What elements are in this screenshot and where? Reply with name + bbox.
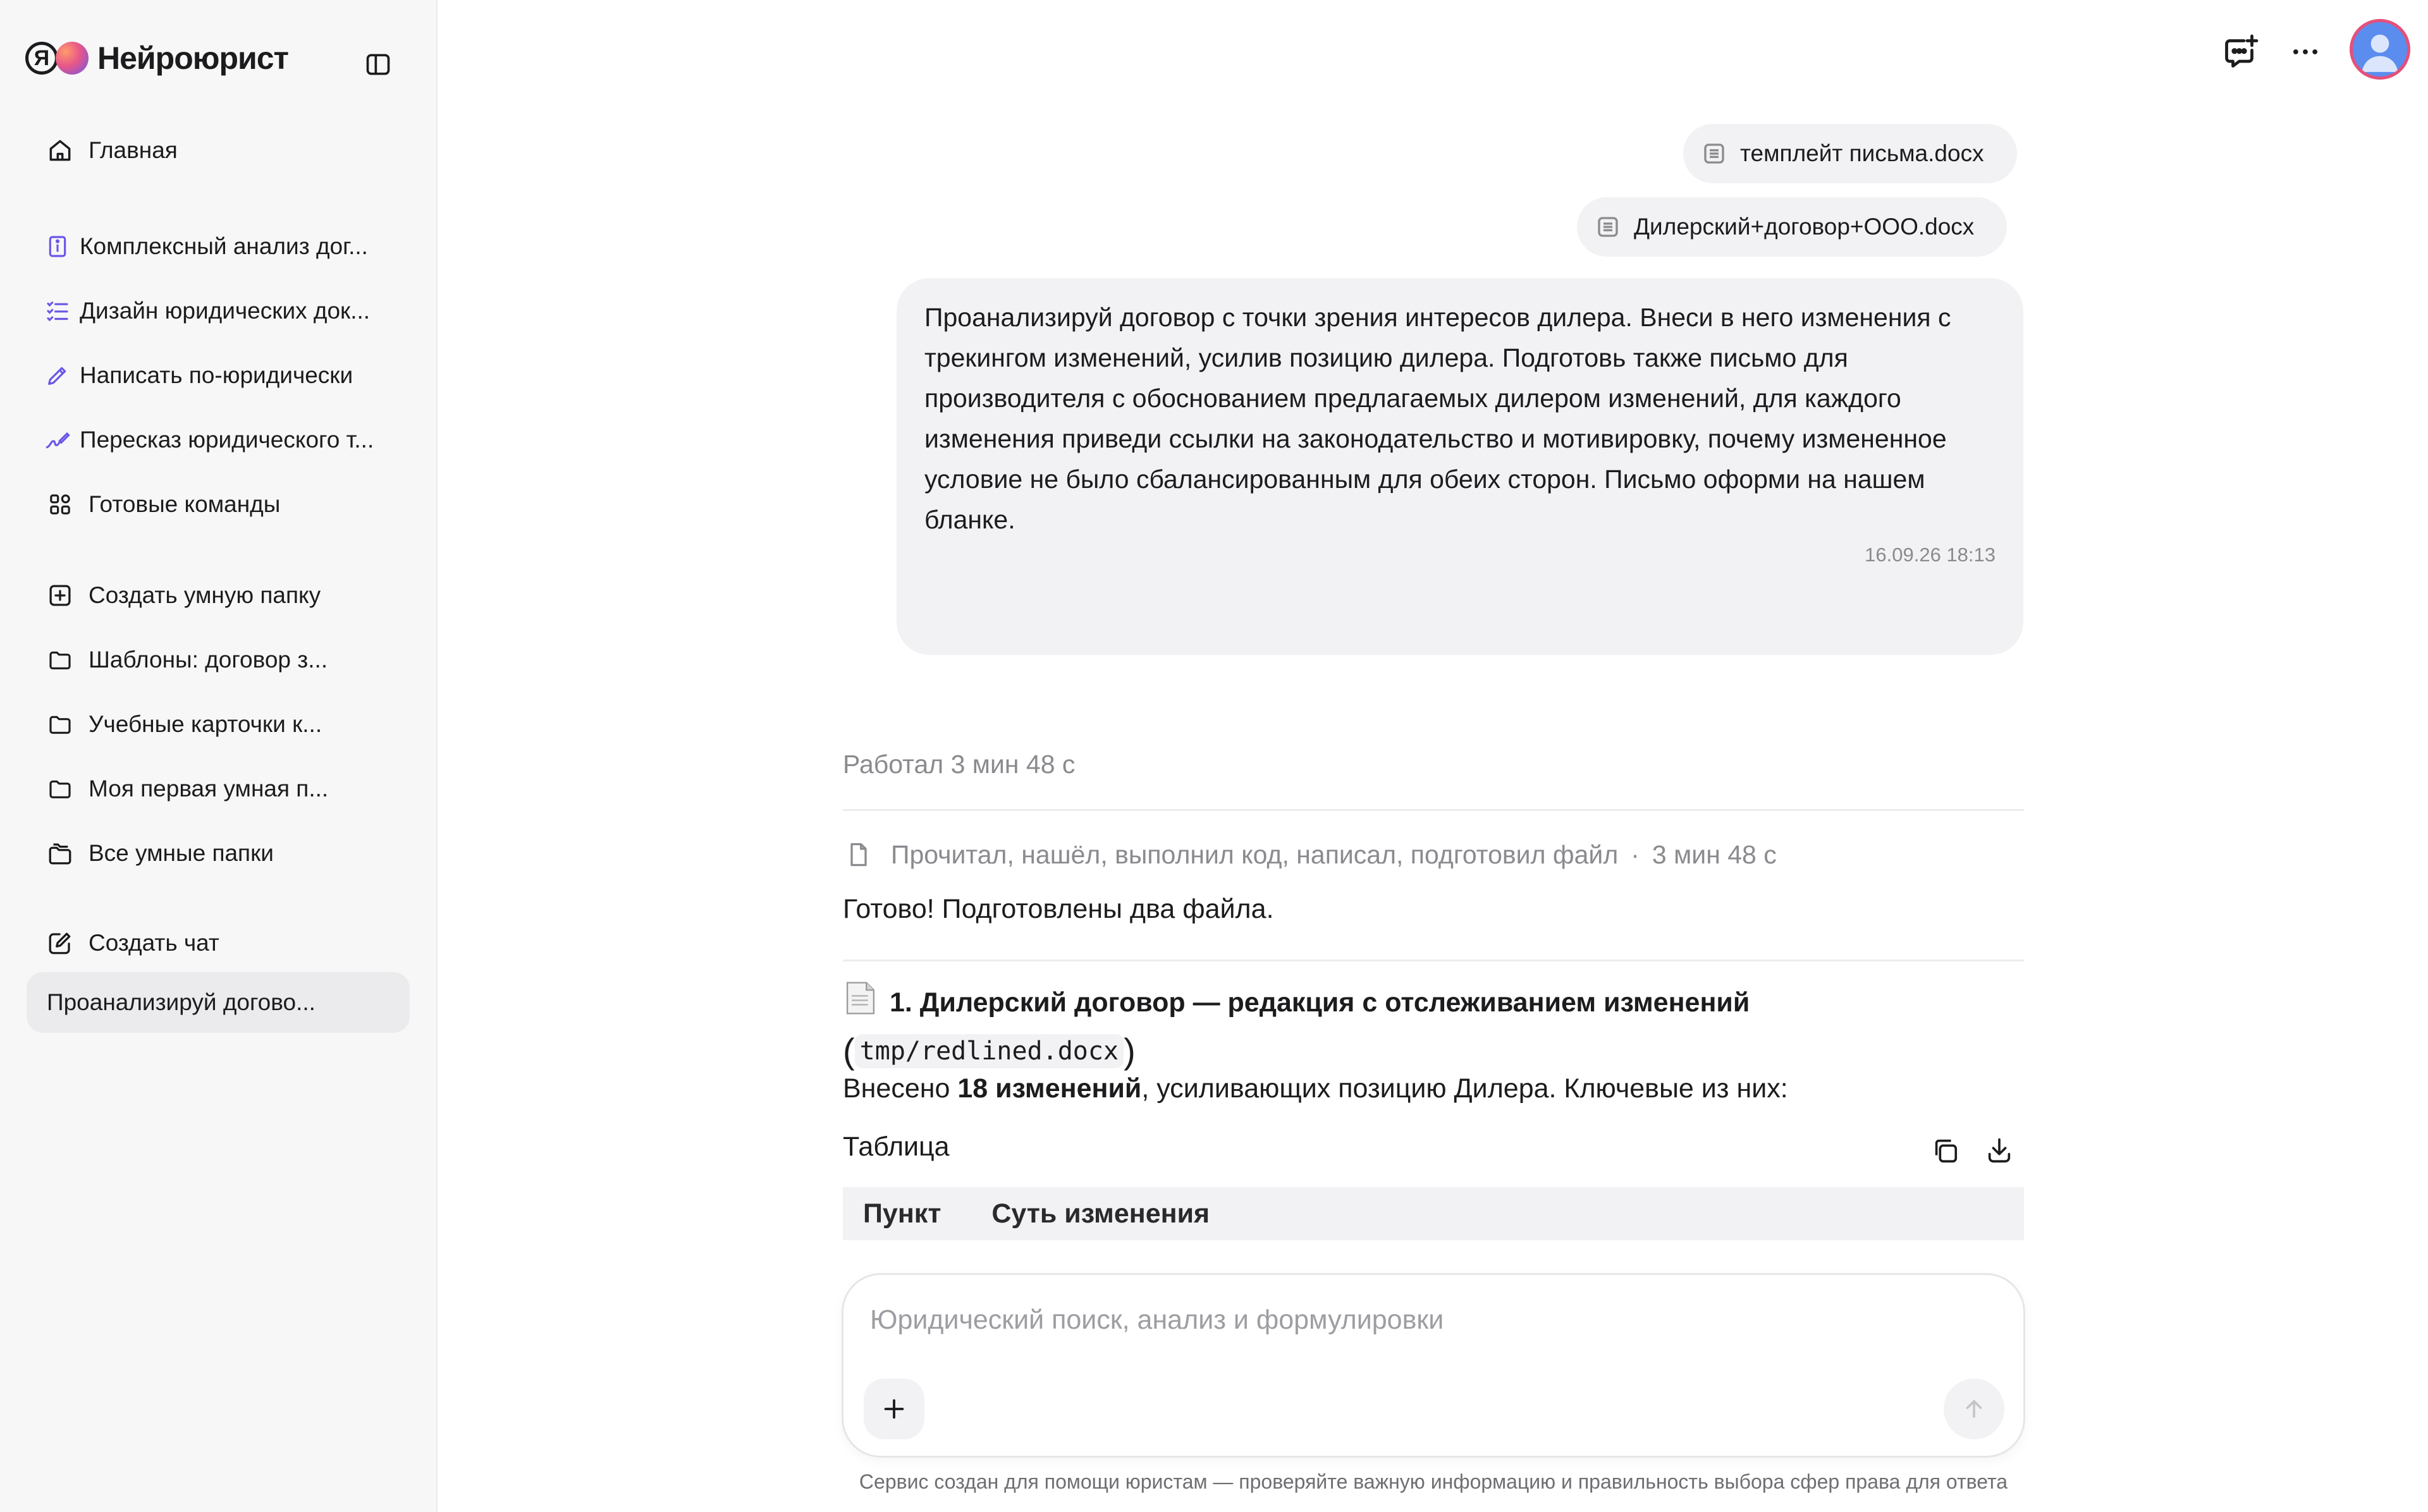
sidebar-toggle-button[interactable] bbox=[362, 48, 395, 81]
chat-plus-icon bbox=[2222, 33, 2260, 71]
file-path-code: tmp/redlined.docx bbox=[855, 1034, 1124, 1068]
changes-summary bbox=[843, 1073, 1788, 1104]
work-duration[interactable]: Работал 3 мин 48 с bbox=[843, 750, 1076, 779]
table-header-row bbox=[843, 1187, 2024, 1240]
message-timestamp: 16.09.26 18:13 bbox=[1865, 544, 1996, 566]
sidebar-item-label: Комплексный анализ дог... bbox=[80, 233, 368, 259]
steps-separator: · bbox=[1631, 839, 1640, 869]
sidebar-item-label: Все умные папки bbox=[89, 840, 274, 866]
sidebar-item-folder-cards[interactable] bbox=[27, 694, 410, 755]
plus-icon bbox=[880, 1394, 909, 1424]
sidebar-item-label: Создать умную папку bbox=[89, 582, 321, 608]
sidebar-item-label: Пересказ юридического т... bbox=[80, 427, 374, 453]
sidebar-item-label: Главная bbox=[89, 137, 178, 163]
grid-icon bbox=[46, 490, 75, 519]
home-icon bbox=[46, 136, 75, 165]
more-options-button[interactable] bbox=[2285, 32, 2326, 72]
plus-square-icon bbox=[46, 581, 75, 610]
divider bbox=[843, 960, 2024, 961]
handwriting-icon bbox=[43, 425, 72, 454]
sidebar-item-doc-design[interactable] bbox=[27, 281, 410, 341]
sidebar-item-active-chat[interactable] bbox=[27, 972, 410, 1033]
sidebar-item-label: Проанализируй догово... bbox=[47, 989, 316, 1015]
sidebar-item-label: Создать чат bbox=[89, 930, 219, 956]
changes-prefix: Внесено bbox=[843, 1073, 958, 1104]
sidebar-item-label: Учебные карточки к... bbox=[89, 711, 322, 737]
changes-count: 18 изменений bbox=[957, 1073, 1142, 1104]
disclaimer: Сервис создан для помощи юристам — проверяйте важную информацию и правильность выбора сфер права для ответа bbox=[859, 1470, 2008, 1493]
brand-name: Нейроюрист bbox=[97, 40, 289, 76]
sidebar-item-create-smart-folder[interactable] bbox=[27, 565, 410, 626]
section-title bbox=[843, 979, 2024, 1075]
pencil-icon bbox=[43, 361, 72, 390]
arrow-up-icon bbox=[1961, 1396, 1987, 1422]
steps-text: Прочитал, нашёл, выполнил код, написал, подготовил файл bbox=[891, 839, 1619, 869]
folder-icon bbox=[46, 710, 75, 739]
info-doc-icon bbox=[43, 232, 72, 261]
sidebar-item-label: Дизайн юридических док... bbox=[80, 298, 371, 324]
copy-icon bbox=[1930, 1136, 1959, 1165]
folders-stack-icon bbox=[46, 839, 75, 868]
table-header-cell: Пункт bbox=[863, 1198, 941, 1229]
sidebar-item-folder-first[interactable] bbox=[27, 759, 410, 819]
sidebar-item-retell[interactable] bbox=[27, 410, 410, 470]
user-message-bubble bbox=[897, 278, 2023, 655]
message-composer bbox=[842, 1273, 2025, 1458]
table-label: Таблица bbox=[843, 1131, 950, 1162]
paren-open: ( bbox=[843, 1031, 855, 1071]
neuro-orb-icon bbox=[56, 42, 89, 75]
ellipsis-icon bbox=[2289, 35, 2322, 68]
table-header-cell: Суть изменения bbox=[991, 1198, 1210, 1229]
document-icon bbox=[1593, 212, 1622, 241]
compose-icon bbox=[46, 929, 75, 958]
checklist-icon bbox=[43, 296, 72, 326]
sidebar-item-label: Готовые команды bbox=[89, 491, 281, 517]
paren-close: ) bbox=[1124, 1031, 1136, 1071]
divider bbox=[843, 809, 2024, 811]
brand-logo[interactable] bbox=[25, 35, 288, 81]
user-message-text: Проанализируй договор с точки зрения интересов дилера. Внеси в него изменения с трекингом изменений, усилив позицию дилера. Подготовь также письмо для производителя с обоснованием предлагаемых дилером изменений, для каждого изменения приведи ссылки на законодательство и мотивировку, почему измененное условие не было сбалансированным для обеих сторон. Письмо оформи на нашем бланке. bbox=[924, 303, 1951, 534]
sidebar-item-new-chat[interactable] bbox=[27, 913, 410, 973]
new-chat-button[interactable] bbox=[2221, 32, 2261, 72]
changes-suffix: , усиливающих позицию Дилера. Ключевые из них: bbox=[1141, 1073, 1788, 1104]
message-input[interactable] bbox=[869, 1299, 1984, 1341]
attachment-chip[interactable] bbox=[1577, 197, 2007, 257]
sidebar-item-home[interactable] bbox=[27, 120, 410, 181]
sidebar-item-write-legal[interactable] bbox=[27, 345, 410, 406]
folder-icon bbox=[46, 645, 75, 674]
download-table-button[interactable] bbox=[1980, 1131, 2018, 1169]
yandex-logo-icon: Я bbox=[25, 42, 58, 75]
download-icon bbox=[1985, 1136, 2014, 1165]
steps-summary[interactable] bbox=[843, 834, 1777, 875]
sidebar-item-all-smart-folders[interactable] bbox=[27, 823, 410, 884]
user-avatar-icon bbox=[2353, 22, 2407, 76]
send-button[interactable] bbox=[1944, 1379, 2004, 1439]
copy-table-button[interactable] bbox=[1926, 1131, 1964, 1169]
folder-icon bbox=[46, 774, 75, 803]
attachment-name: темплейт письма.docx bbox=[1740, 140, 1984, 166]
attachment-chip[interactable] bbox=[1683, 124, 2017, 183]
sidebar-item-label: Моя первая умная п... bbox=[89, 776, 329, 802]
sidebar-item-label: Написать по-юридически bbox=[80, 362, 353, 388]
page-document-icon bbox=[843, 980, 878, 1016]
sidebar-item-contract-analysis[interactable] bbox=[27, 216, 410, 277]
attach-button[interactable] bbox=[864, 1379, 924, 1439]
sidebar bbox=[0, 0, 438, 1512]
attachment-name: Дилерский+договор+ООО.docx bbox=[1634, 214, 1975, 240]
assistant-done-text: Готово! Подготовлены два файла. bbox=[843, 894, 1274, 924]
steps-duration: 3 мин 48 с bbox=[1652, 839, 1777, 869]
sidebar-item-ready-commands[interactable] bbox=[27, 474, 410, 535]
avatar[interactable] bbox=[2350, 19, 2410, 80]
sidebar-item-folder-templates[interactable] bbox=[27, 630, 410, 690]
sidebar-item-label: Шаблоны: договор з... bbox=[89, 647, 328, 673]
document-icon bbox=[1700, 139, 1729, 168]
sidebar-panel-icon bbox=[364, 51, 392, 78]
section-title-text: 1. Дилерский договор — редакция с отслеживанием изменений bbox=[890, 987, 1750, 1018]
file-icon bbox=[843, 839, 874, 870]
